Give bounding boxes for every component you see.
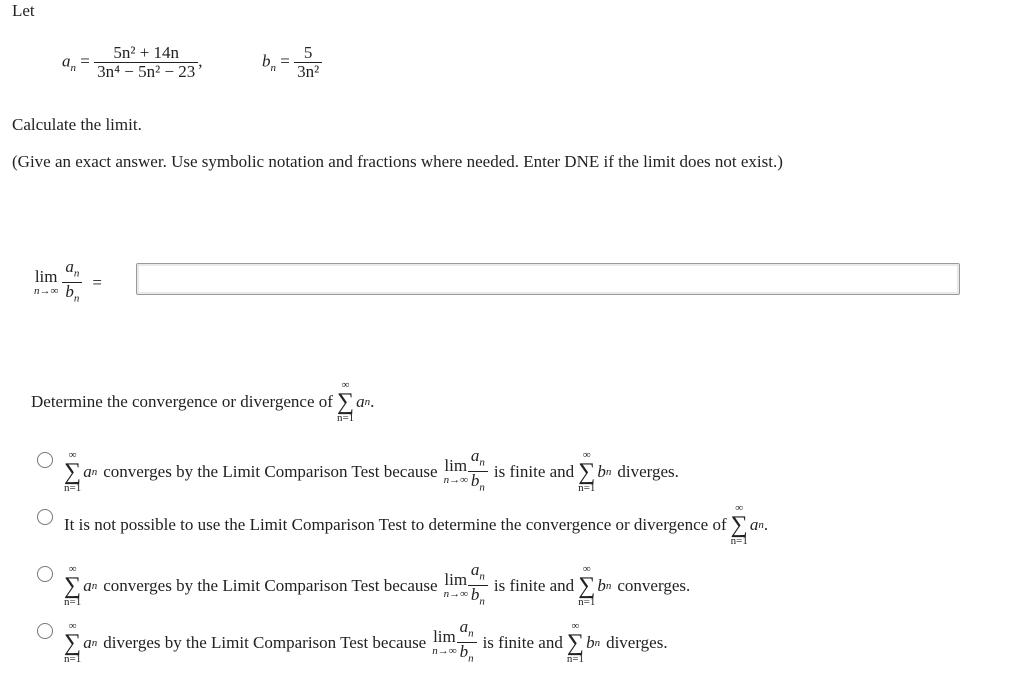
option-2-label[interactable]: It is not possible to use the Limit Comparison Test to determine the convergence or divergence of ∞ ∑ n=1 a n .	[64, 502, 769, 547]
equals-sign: =	[92, 272, 102, 292]
calculate-instruction: Calculate the limit.	[12, 115, 142, 134]
a-symbol: a	[62, 51, 71, 71]
lim-operator: lim n→∞	[34, 267, 59, 298]
bn-numerator: 5	[303, 43, 313, 62]
sum-sigma: ∞ ∑ n=1	[336, 379, 355, 424]
a-subscript: n	[70, 61, 76, 74]
an-numerator: 5n² + 14n	[113, 43, 180, 62]
question-text: Determine the convergence or divergence of	[31, 392, 333, 411]
b-subscript: n	[270, 61, 276, 74]
an-over-bn: $\frac{a_n}{b_n}$	[62, 258, 82, 308]
bn-definition	[262, 44, 322, 81]
an-denominator: 3n⁴ − 5n² − 23	[94, 62, 198, 81]
option-2-radio[interactable]	[37, 509, 53, 525]
equals-sign: =	[280, 51, 290, 71]
comma: ,	[198, 51, 203, 71]
option-4-radio[interactable]	[37, 623, 53, 639]
option-1-radio[interactable]	[37, 452, 53, 468]
option-3-label[interactable]: ∞ ∑ n=1 a n converges by the Limit Comparison Test because lim n→∞ $\frac{a_n}{b_n}$ is finite and ∞ ∑ n=1 b n converges.	[62, 561, 690, 611]
b-symbol: b	[262, 51, 271, 71]
option-1-label[interactable]: ∞ ∑ n=1 a n converges by the Limit Comparison Test because lim n→∞ $\frac{a_n}{b_n}$ is finite and ∞ ∑ n=1 b n diverges.	[62, 447, 679, 497]
convergence-question: Determine the convergence or divergence of ∞ ∑ n=1 a n .	[31, 379, 375, 424]
answer-format-note: (Give an exact answer. Use symbolic notation and fractions where needed. Enter DNE if the limit does not exist.)	[12, 152, 783, 171]
bn-fraction	[294, 44, 322, 81]
bn-denominator: 3n²	[294, 62, 322, 81]
an-fraction	[94, 44, 198, 81]
option-3-radio[interactable]	[37, 566, 53, 582]
option-4-label[interactable]: ∞ ∑ n=1 a n diverges by the Limit Comparison Test because lim n→∞ $\frac{a_n}{b_n}$ is finite and ∞ ∑ n=1 b n diverges.	[62, 618, 668, 668]
limit-expression	[34, 258, 102, 308]
limit-answer-input[interactable]	[136, 263, 960, 295]
an-definition	[62, 44, 203, 81]
let-label: Let	[12, 1, 35, 20]
equals-sign: =	[80, 51, 90, 71]
